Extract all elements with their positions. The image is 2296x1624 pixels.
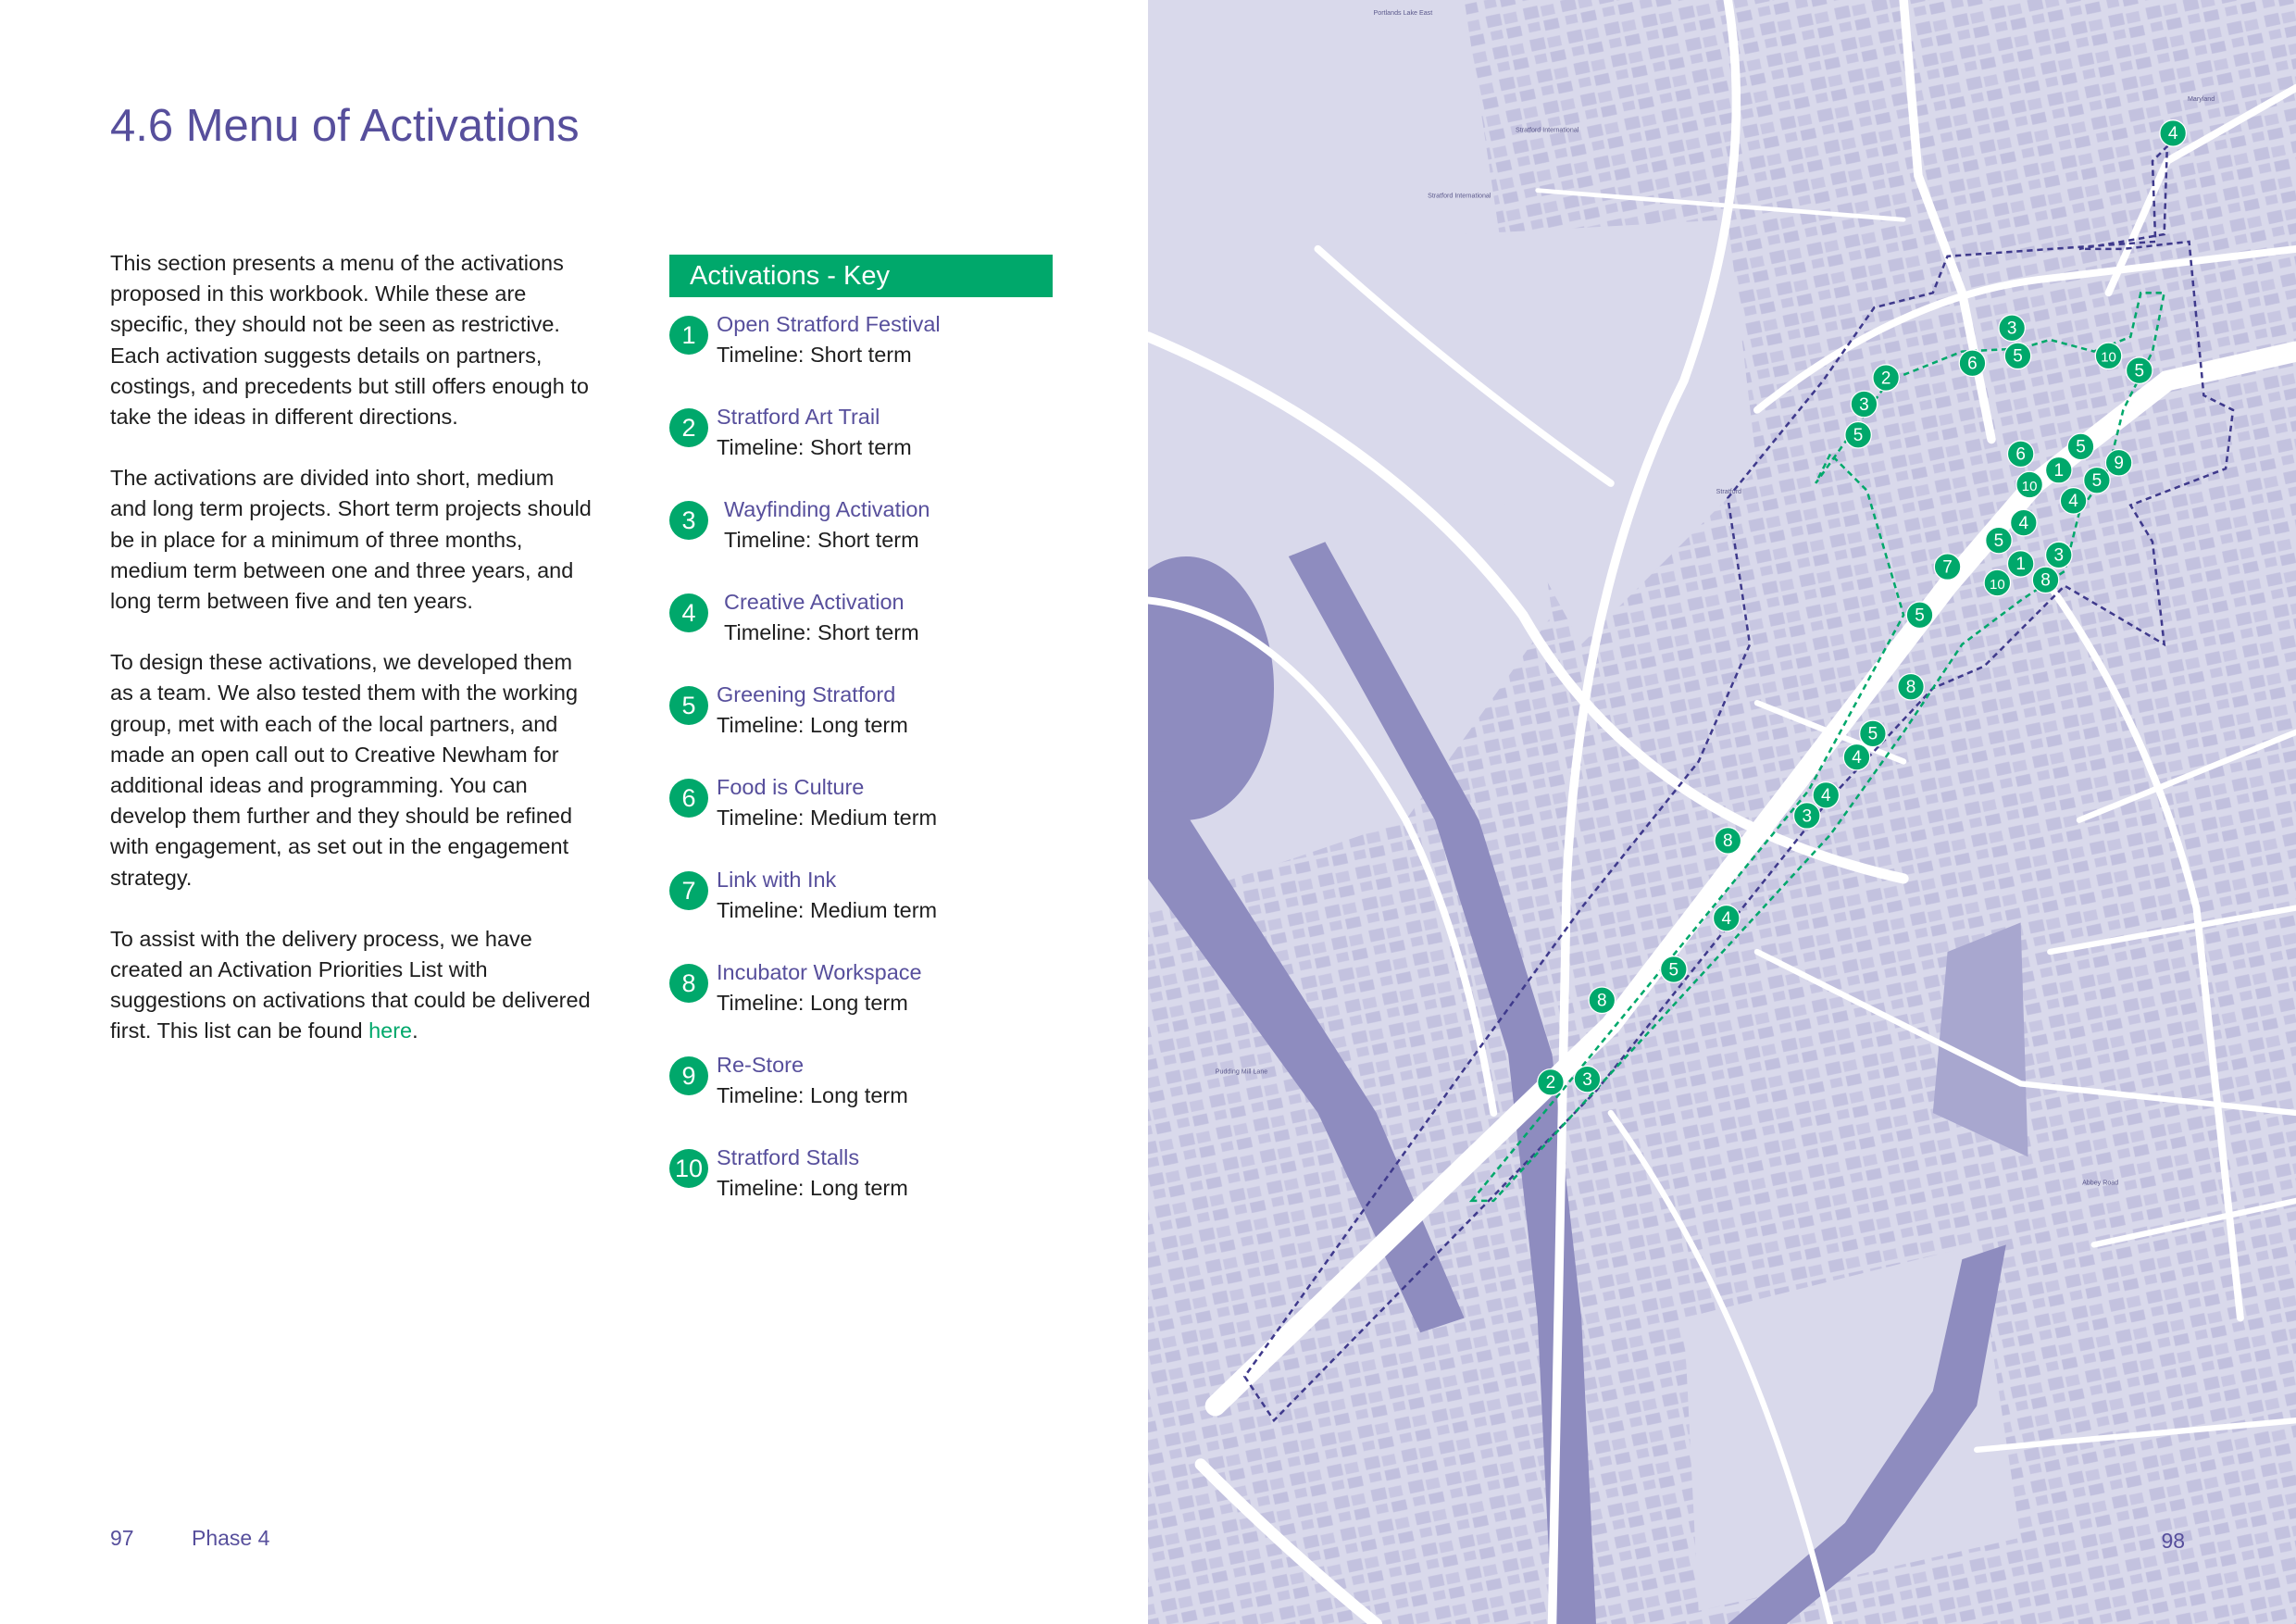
- activation-marker: [2046, 542, 2072, 568]
- marker-number: 10: [2021, 478, 2038, 494]
- marker-number: 1: [2015, 555, 2026, 575]
- key-item-1: [669, 310, 1053, 403]
- activation-marker: [1934, 554, 1960, 580]
- page-number: 97: [110, 1526, 134, 1550]
- marker-number: 3: [2053, 545, 2065, 566]
- number-badge: 2: [669, 408, 708, 447]
- priorities-list-link[interactable]: here: [368, 1018, 413, 1043]
- activation-timeline: Timeline: Short term: [724, 620, 919, 644]
- marker-number: 2: [1880, 369, 1891, 389]
- marker-number: 7: [1942, 557, 1953, 578]
- marker-number: 8: [2040, 570, 2051, 591]
- number-badge: 10: [669, 1149, 708, 1188]
- marker-number: 3: [1582, 1069, 1592, 1090]
- marker-number: 8: [1905, 678, 1916, 698]
- paragraph-end: .: [412, 1018, 418, 1043]
- activation-name: Incubator Workspace: [717, 960, 922, 984]
- activation-marker: [1843, 743, 1869, 769]
- marker-number: 5: [1867, 724, 1878, 744]
- activation-timeline: Timeline: Medium term: [717, 806, 938, 830]
- map-page-number: 98: [2161, 1528, 2185, 1553]
- activation-map: [1148, 0, 2296, 1624]
- activation-timeline: Timeline: Long term: [717, 1176, 908, 1200]
- number-badge: 9: [669, 1056, 708, 1095]
- marker-number: 5: [2091, 471, 2103, 492]
- marker-number: 10: [1989, 576, 2005, 593]
- section-label: Phase 4: [192, 1526, 270, 1550]
- marker-number: 5: [1853, 426, 1864, 446]
- marker-number: 5: [2134, 361, 2145, 381]
- page-title: 4.6 Menu of Activations: [110, 101, 580, 151]
- activation-timeline: Timeline: Long term: [717, 713, 908, 737]
- activation-name: Link with Ink: [717, 868, 837, 892]
- key-item-7: [669, 866, 1053, 958]
- activation-marker: [2160, 120, 2186, 146]
- activation-name: Greening Stratford: [717, 682, 896, 706]
- key-list: [669, 310, 1053, 1236]
- activation-marker: [1851, 391, 1877, 417]
- marker-number: 4: [2167, 124, 2178, 144]
- key-item-10: [669, 1143, 1053, 1236]
- map-label: Stratford: [1716, 488, 1741, 496]
- key-item-9: [669, 1051, 1053, 1143]
- activation-name: Creative Activation: [724, 590, 905, 614]
- activation-marker: [2007, 441, 2033, 467]
- marker-number: 6: [1967, 354, 1978, 374]
- activation-marker: [2046, 456, 2072, 482]
- activation-marker: [1574, 1066, 1600, 1092]
- intro-text: [110, 248, 592, 1078]
- marker-number: 4: [2068, 492, 2078, 512]
- activation-marker: [1661, 956, 1687, 982]
- activation-marker: [1714, 905, 1740, 931]
- marker-number: 5: [1668, 960, 1679, 981]
- activation-timeline: Timeline: Short term: [717, 343, 912, 367]
- activation-name: Open Stratford Festival: [717, 312, 941, 336]
- activation-marker: [1794, 803, 1820, 829]
- activation-marker: [1860, 720, 1886, 746]
- activation-timeline: Timeline: Short term: [717, 435, 912, 459]
- number-badge: 7: [669, 871, 708, 910]
- marker-number: 1: [2053, 461, 2065, 481]
- number-badge: 4: [669, 593, 708, 632]
- marker-number: 3: [1859, 394, 1869, 415]
- number-badge: 8: [669, 964, 708, 1003]
- activation-marker: [1538, 1069, 1564, 1095]
- key-title: Activations - Key: [669, 255, 1053, 297]
- activation-marker: [1845, 422, 1871, 448]
- activation-timeline: Timeline: Long term: [717, 991, 908, 1015]
- number-badge: 3: [669, 501, 708, 540]
- map-label: Abbey Road: [2082, 1179, 2119, 1187]
- marker-number: 4: [2018, 513, 2029, 533]
- key-item-3: [669, 495, 1053, 588]
- marker-number: 6: [2015, 444, 2026, 465]
- marker-number: 4: [1852, 748, 1862, 768]
- activation-marker: [1999, 315, 2025, 341]
- key-item-4: [669, 588, 1053, 681]
- activation-marker: [2007, 551, 2033, 577]
- marker-number: 3: [2006, 319, 2017, 339]
- marker-number: 4: [1721, 908, 1732, 929]
- activation-name: Wayfinding Activation: [724, 497, 930, 521]
- paragraph: [110, 924, 592, 1047]
- activation-marker: [1984, 569, 2010, 595]
- paragraph: The activations are divided into short, medium and long term projects. Short term projects should be in place for a minimum of three months, medium term between one and three years, and long term between five and ten years.: [110, 466, 592, 614]
- activation-marker: [2060, 488, 2086, 514]
- marker-number: 4: [1821, 786, 1831, 806]
- marker-number: 10: [2101, 349, 2116, 366]
- paragraph-text: To assist with the delivery process, we have created an Activation Priorities List with suggestions on activations that could be delivered first. This list can be found: [110, 926, 591, 1043]
- activation-name: Food is Culture: [717, 775, 865, 799]
- activation-marker: [2016, 471, 2042, 497]
- activation-marker: [1813, 782, 1839, 808]
- activation-name: Re-Store: [717, 1053, 805, 1077]
- map-label: Stratford International: [1515, 126, 1579, 134]
- activation-marker: [2105, 450, 2131, 476]
- activation-timeline: Timeline: Long term: [717, 1083, 908, 1107]
- activation-marker: [2127, 357, 2152, 383]
- activation-name: Stratford Art Trail: [717, 405, 880, 429]
- activation-marker: [1986, 527, 2012, 553]
- map-label: Maryland: [2187, 95, 2215, 104]
- map-label: Pudding Mill Lane: [1215, 1068, 1268, 1076]
- marker-number: 5: [1915, 606, 1925, 626]
- key-item-6: [669, 773, 1053, 866]
- activations-key: [669, 255, 1053, 1236]
- activation-marker: [2032, 567, 2058, 593]
- paragraph: This section presents a menu of the activations proposed in this workbook. While these are specific, they should not be seen as restrictive. Each activation suggests details on partners, costings, and precedents but still offers enough to take the ideas in different directions.: [110, 251, 589, 430]
- activation-timeline: Timeline: Short term: [724, 528, 919, 552]
- map-label: Stratford International: [1428, 192, 1491, 200]
- activation-marker: [2095, 343, 2121, 369]
- activation-marker: [1906, 602, 1932, 628]
- activation-timeline: Timeline: Medium term: [717, 898, 938, 922]
- marker-number: 8: [1723, 831, 1733, 852]
- marker-number: 3: [1802, 806, 1813, 827]
- activation-marker: [1715, 828, 1741, 854]
- activation-marker: [1873, 365, 1899, 391]
- activation-marker: [2011, 509, 2037, 535]
- activation-marker: [1898, 674, 1924, 700]
- map-label: Portlands Lake East: [1373, 8, 1433, 17]
- paragraph: To design these activations, we developed them as a team. We also tested them with the working group, met with each of the local partners, and made an open call out to Creative Newham for additional ideas and programming. You can develop them further and they should be refined with engagement, as set out in the engagement strategy.: [110, 650, 579, 890]
- marker-number: 5: [2013, 346, 2023, 367]
- activation-marker: [2004, 343, 2030, 369]
- key-item-8: [669, 958, 1053, 1051]
- key-item-2: [669, 403, 1053, 495]
- activation-marker: [1959, 350, 1985, 376]
- number-badge: 6: [669, 779, 708, 818]
- marker-number: 5: [2076, 437, 2086, 457]
- number-badge: 1: [669, 316, 708, 355]
- marker-number: 8: [1597, 991, 1607, 1011]
- activation-marker: [2067, 433, 2093, 459]
- marker-number: 2: [1545, 1073, 1556, 1093]
- marker-number: 5: [1993, 531, 2004, 551]
- activation-marker: [2084, 468, 2110, 493]
- activation-marker: [1589, 987, 1615, 1013]
- activation-name: Stratford Stalls: [717, 1145, 860, 1169]
- number-badge: 5: [669, 686, 708, 725]
- marker-number: 9: [2114, 454, 2124, 474]
- key-item-5: [669, 681, 1053, 773]
